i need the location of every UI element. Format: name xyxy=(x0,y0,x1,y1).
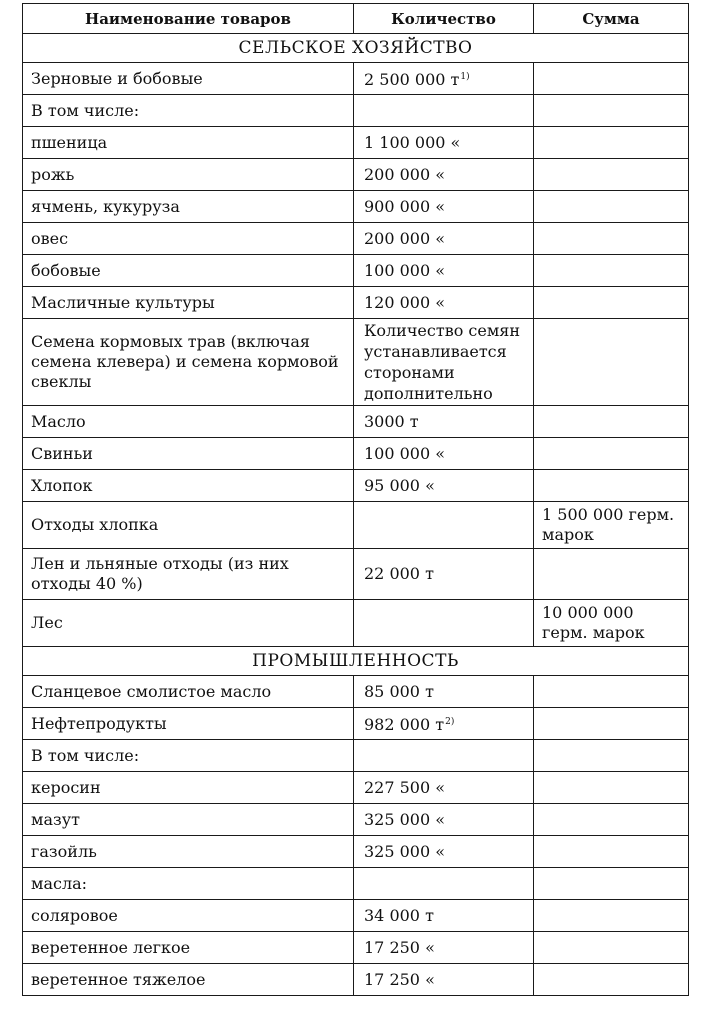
table-row xyxy=(23,868,689,900)
item-sum xyxy=(534,406,689,438)
item-sum xyxy=(534,932,689,964)
item-sum xyxy=(534,287,689,319)
table-row xyxy=(23,964,689,996)
table-row xyxy=(23,932,689,964)
item-sum xyxy=(534,868,689,900)
item-name: В том числе: xyxy=(23,95,354,127)
table-row xyxy=(23,406,689,438)
section-industry: ПРОМЫШЛЕННОСТЬ xyxy=(23,647,689,676)
section-row xyxy=(23,647,689,676)
item-name: Хлопок xyxy=(23,470,354,502)
item-name: Семена кормовых трав (включая семена клевера) и семена кормовой свеклы xyxy=(23,319,354,406)
table-row xyxy=(23,223,689,255)
item-quantity: 3000 т xyxy=(354,406,534,438)
table-row xyxy=(23,255,689,287)
item-name: газойль xyxy=(23,836,354,868)
item-quantity: 95 000 « xyxy=(354,470,534,502)
header-name: Наименование товаров xyxy=(23,4,354,34)
item-sum xyxy=(534,804,689,836)
item-name: бобовые xyxy=(23,255,354,287)
item-quantity: 325 000 « xyxy=(354,804,534,836)
item-sum xyxy=(534,127,689,159)
item-quantity: 22 000 т xyxy=(354,549,534,600)
item-quantity xyxy=(354,868,534,900)
table-row xyxy=(23,502,689,549)
item-sum xyxy=(534,223,689,255)
table-row xyxy=(23,95,689,127)
item-sum xyxy=(534,255,689,287)
item-sum xyxy=(534,772,689,804)
item-quantity: 120 000 « xyxy=(354,287,534,319)
table-row xyxy=(23,159,689,191)
item-sum xyxy=(534,159,689,191)
item-quantity: 900 000 « xyxy=(354,191,534,223)
section-agriculture: СЕЛЬСКОЕ ХОЗЯЙСТВО xyxy=(23,34,689,63)
item-quantity: 17 250 « xyxy=(354,964,534,996)
item-name: веретенное тяжелое xyxy=(23,964,354,996)
table-row xyxy=(23,438,689,470)
table-row xyxy=(23,740,689,772)
item-sum xyxy=(534,549,689,600)
item-sum xyxy=(534,900,689,932)
item-sum xyxy=(534,740,689,772)
item-sum xyxy=(534,964,689,996)
item-quantity xyxy=(354,502,534,549)
item-quantity: 200 000 « xyxy=(354,159,534,191)
item-name: Зерновые и бобовые xyxy=(23,63,354,95)
item-name: ячмень, кукуруза xyxy=(23,191,354,223)
table-row xyxy=(23,191,689,223)
item-name: Масличные культуры xyxy=(23,287,354,319)
item-quantity: 200 000 « xyxy=(354,223,534,255)
item-sum xyxy=(534,708,689,740)
item-name: мазут xyxy=(23,804,354,836)
item-name: масла: xyxy=(23,868,354,900)
table-row xyxy=(23,900,689,932)
table-row xyxy=(23,470,689,502)
item-sum xyxy=(534,470,689,502)
header-quantity: Количество xyxy=(354,4,534,34)
table-row xyxy=(23,600,689,647)
item-quantity: 100 000 « xyxy=(354,438,534,470)
header-sum: Сумма xyxy=(534,4,689,34)
item-sum xyxy=(534,63,689,95)
item-quantity: 2 500 000 $т^{1)}$ xyxy=(354,63,534,95)
item-name: Лен и льняные отходы (из них отходы 40 %) xyxy=(23,549,354,600)
item-name: Свиньи xyxy=(23,438,354,470)
item-name: Лес xyxy=(23,600,354,647)
item-name: В том числе: xyxy=(23,740,354,772)
item-quantity: 325 000 « xyxy=(354,836,534,868)
item-name: Сланцевое смолистое масло xyxy=(23,676,354,708)
table-row xyxy=(23,676,689,708)
item-name: Отходы хлопка xyxy=(23,502,354,549)
item-quantity: 85 000 т xyxy=(354,676,534,708)
item-sum xyxy=(534,191,689,223)
goods-table xyxy=(22,3,689,996)
item-quantity: Количество семян устанавливается сторонами дополнительно xyxy=(354,319,534,406)
table-row xyxy=(23,127,689,159)
table-row xyxy=(23,804,689,836)
item-quantity: 1 100 000 « xyxy=(354,127,534,159)
item-sum xyxy=(534,319,689,406)
table-row xyxy=(23,836,689,868)
table-row xyxy=(23,63,689,95)
item-name: соляровое xyxy=(23,900,354,932)
item-sum xyxy=(534,438,689,470)
item-sum xyxy=(534,676,689,708)
table-row xyxy=(23,319,689,406)
footnote-mark: 2) xyxy=(445,717,455,727)
item-name: керосин xyxy=(23,772,354,804)
item-sum xyxy=(534,836,689,868)
item-name: овес xyxy=(23,223,354,255)
item-quantity xyxy=(354,740,534,772)
item-quantity xyxy=(354,95,534,127)
item-name: рожь xyxy=(23,159,354,191)
item-sum: 10 000 000 герм. марок xyxy=(534,600,689,647)
item-sum xyxy=(534,95,689,127)
item-name: веретенное легкое xyxy=(23,932,354,964)
item-quantity: 34 000 т xyxy=(354,900,534,932)
item-sum: 1 500 000 герм. марок xyxy=(534,502,689,549)
table-row xyxy=(23,549,689,600)
item-quantity: 100 000 « xyxy=(354,255,534,287)
item-quantity: 982 000 $т^{2)}$ xyxy=(354,708,534,740)
item-quantity: 227 500 « xyxy=(354,772,534,804)
section-row xyxy=(23,34,689,63)
footnote-mark: 1) xyxy=(460,72,470,82)
item-name: пшеница xyxy=(23,127,354,159)
table-row xyxy=(23,772,689,804)
item-name: Нефтепродукты xyxy=(23,708,354,740)
header-row xyxy=(23,4,689,34)
table-row xyxy=(23,287,689,319)
item-name: Масло xyxy=(23,406,354,438)
item-quantity: 17 250 « xyxy=(354,932,534,964)
table-row xyxy=(23,708,689,740)
item-quantity xyxy=(354,600,534,647)
